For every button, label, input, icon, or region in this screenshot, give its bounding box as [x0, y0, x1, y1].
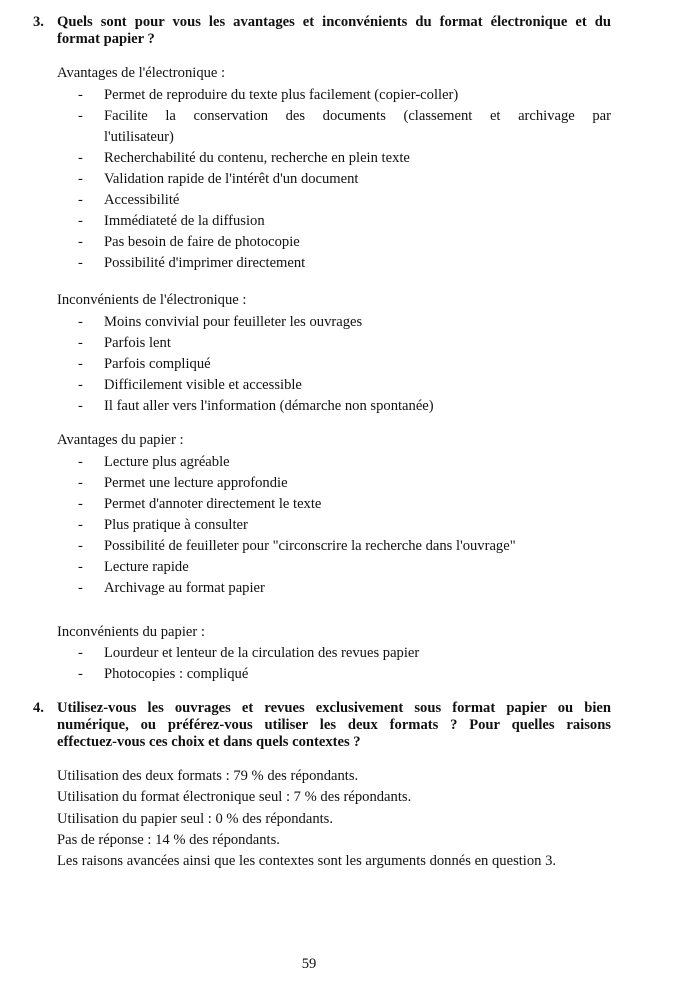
- question-3-text: [57, 14, 611, 48]
- bullet-dash: -: [78, 150, 83, 166]
- bullet-dash: -: [78, 213, 83, 229]
- question-4-number: 4.: [33, 700, 44, 716]
- bullet-dash: -: [78, 496, 83, 512]
- bullet-dash: -: [78, 314, 83, 330]
- list-item: - Archivage au format papier: [78, 578, 611, 599]
- list-item: - Possibilité d'imprimer directement: [78, 253, 611, 274]
- section-title-inconvenients-papier: Inconvénients du papier :: [57, 624, 205, 640]
- list-item: - Immédiateté de la diffusion: [78, 211, 611, 232]
- bullet-dash: -: [78, 234, 83, 250]
- question-3: [33, 14, 611, 48]
- question-4-line-3: effectuez-vous ces choix et dans quels contextes ?: [57, 734, 361, 750]
- bullet-dash: -: [78, 87, 83, 103]
- list-item: - Plus pratique à consulter: [78, 515, 611, 536]
- list-inconvenients-electronique: [78, 312, 611, 417]
- bullet-dash: -: [78, 171, 83, 187]
- question-3-number: 3.: [33, 14, 44, 30]
- answer-line: Utilisation du papier seul : 0 % des répondants.: [57, 810, 334, 827]
- question-4-line-1: Utilisez-vous les ouvrages et revues exclusivement sous format papier ou bien: [57, 700, 611, 716]
- list-avantages-electronique: [78, 85, 611, 274]
- bullet-dash: -: [78, 255, 83, 271]
- bullet-dash: -: [78, 666, 83, 682]
- list-item: - Permet d'annoter directement le texte: [78, 494, 611, 515]
- section-title-inconvenients-electronique: Inconvénients de l'électronique :: [57, 292, 247, 308]
- list-item: [78, 106, 611, 148]
- bullet-dash: -: [78, 645, 83, 661]
- question-3-line-2: format papier ?: [57, 31, 155, 47]
- bullet-dash: -: [78, 356, 83, 372]
- bullet-dash: -: [78, 454, 83, 470]
- answers-block: [57, 766, 617, 872]
- question-4-line-2: numérique, ou préférez-vous utiliser les deux formats ? Pour quelles raisons: [57, 717, 611, 733]
- question-4-text: [57, 700, 611, 751]
- answer-line: Utilisation des deux formats : 79 % des répondants.: [57, 768, 359, 784]
- question-4: [33, 700, 611, 751]
- list-item: - Parfois compliqué: [78, 354, 611, 375]
- list-item: - Permet une lecture approfondie: [78, 473, 611, 494]
- bullet-dash: -: [78, 398, 83, 414]
- list-item: - Permet de reproduire du texte plus facilement (copier-coller): [78, 85, 611, 106]
- list-item: - Validation rapide de l'intérêt d'un document: [78, 169, 611, 190]
- answer-line: Utilisation du format électronique seul : 7 % des répondants.: [57, 789, 412, 806]
- list-avantages-papier: [78, 452, 611, 599]
- answer-line: Pas de réponse : 14 % des répondants.: [57, 831, 280, 848]
- list-item: - Il faut aller vers l'information (démarche non spontanée): [78, 396, 611, 417]
- bullet-dash: -: [78, 559, 83, 575]
- page-number: 59: [301, 956, 317, 972]
- list-item: - Lecture rapide: [78, 557, 611, 578]
- bullet-dash: -: [78, 192, 83, 208]
- list-item-line-2: l'utilisateur): [104, 129, 174, 145]
- bullet-dash: -: [78, 517, 83, 533]
- list-item: - Parfois lent: [78, 333, 611, 354]
- list-item: - Lourdeur et lenteur de la circulation des revues papier: [78, 643, 611, 664]
- answer-line: Les raisons avancées ainsi que les contextes sont les arguments donnés en question 3.: [57, 853, 557, 870]
- list-item: - Possibilité de feuilleter pour "circonscrire la recherche dans l'ouvrage": [78, 536, 611, 557]
- list-item: - Photocopies : compliqué: [78, 664, 611, 685]
- bullet-dash: -: [78, 580, 83, 596]
- bullet-dash: -: [78, 335, 83, 351]
- list-inconvenients-papier: [78, 643, 611, 685]
- list-item: - Difficilement visible et accessible: [78, 375, 611, 396]
- bullet-dash: -: [78, 538, 83, 554]
- list-item: - Moins convivial pour feuilleter les ouvrages: [78, 312, 611, 333]
- list-item: - Recherchabilité du contenu, recherche en plein texte: [78, 148, 611, 169]
- bullet-dash: -: [78, 475, 83, 491]
- section-title-avantages-papier: Avantages du papier :: [57, 432, 184, 448]
- list-item-line-1: Facilite la conservation des documents (classement et archivage par: [104, 108, 611, 124]
- list-item: - Pas besoin de faire de photocopie: [78, 232, 611, 253]
- bullet-dash: -: [78, 377, 83, 393]
- bullet-dash: -: [78, 108, 83, 124]
- section-title-avantages-electronique: Avantages de l'électronique :: [57, 65, 226, 81]
- list-item: - Accessibilité: [78, 190, 611, 211]
- list-item: - Lecture plus agréable: [78, 452, 611, 473]
- question-3-line-1: Quels sont pour vous les avantages et inconvénients du format électronique et du: [57, 14, 611, 30]
